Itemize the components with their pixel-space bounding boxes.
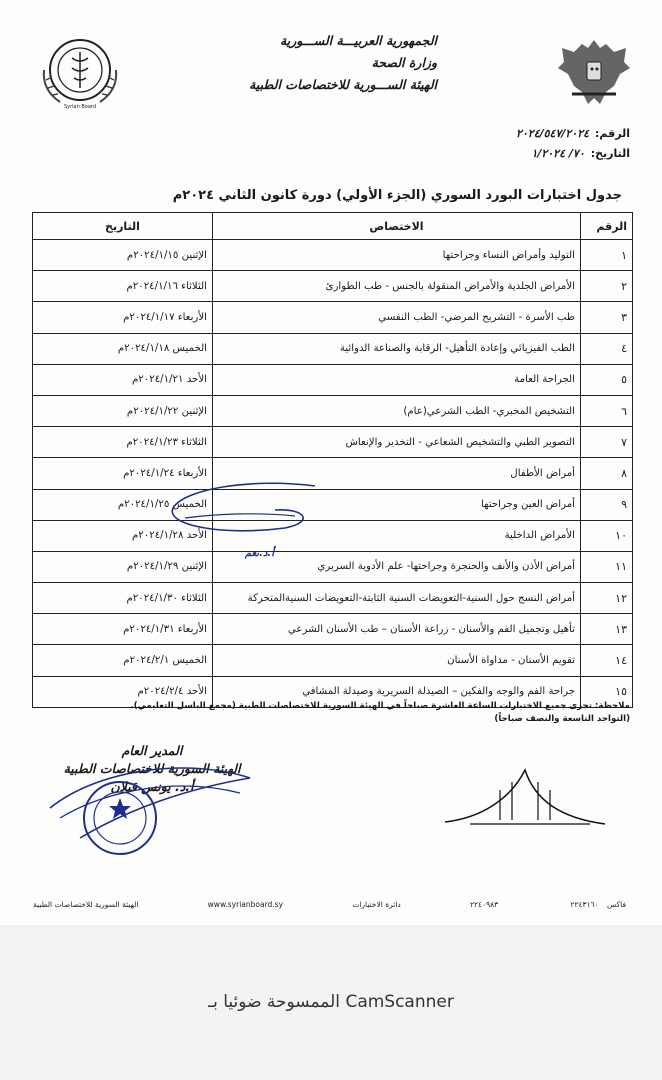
row-date: الخميس ٢٠٢٤/٢/١م bbox=[33, 645, 213, 676]
table-row bbox=[33, 302, 633, 333]
row-date: الإثنين ٢٠٢٤/١/٢٢م bbox=[33, 395, 213, 426]
table-row bbox=[33, 333, 633, 364]
table-row bbox=[33, 395, 633, 426]
eagle-emblem-icon bbox=[554, 34, 634, 112]
footer-phone: ٢٢٤٠٩٨٣ bbox=[469, 900, 499, 909]
row-date: الثلاثاء ٢٠٢٤/١/١٦م bbox=[33, 271, 213, 302]
footer-fax-group bbox=[564, 900, 632, 909]
handwritten-initials: أ.د.نعم bbox=[244, 548, 274, 559]
table-row bbox=[33, 614, 633, 645]
row-number: ٣ bbox=[581, 302, 633, 333]
row-date: الأحد ٢٠٢٤/١/٢١م bbox=[33, 364, 213, 395]
row-specialty: الطب الفيزيائي وإعادة التأهيل- الرقابة والصناعة الدوائية bbox=[213, 333, 581, 364]
row-date: الأربعاء ٢٠٢٤/١/٢٤م bbox=[33, 458, 213, 489]
exam-schedule-table bbox=[32, 212, 633, 708]
row-specialty: التصوير الطبي والتشخيص الشعاعي - التخدير والإنعاش bbox=[213, 427, 581, 458]
letterhead bbox=[237, 30, 437, 96]
table-row bbox=[33, 489, 633, 520]
row-date: الخميس ٢٠٢٤/١/١٨م bbox=[33, 333, 213, 364]
row-number: ٨ bbox=[581, 458, 633, 489]
ref-date-value: ٧٠/ ١/٢٠٢٤ bbox=[531, 147, 585, 160]
letter-footer bbox=[30, 900, 632, 909]
row-number: ١١ bbox=[581, 551, 633, 582]
row-specialty: طب الأسرة - التشريح المرضي- الطب النفسي bbox=[213, 302, 581, 333]
ref-number-value: ٢٠٢٤/٥٤٧/٢٠٢٤ bbox=[515, 127, 590, 140]
row-specialty: الأمراض الداخلية bbox=[213, 520, 581, 551]
table-row bbox=[33, 520, 633, 551]
row-specialty: أمراض العين وجراحتها bbox=[213, 489, 581, 520]
logo-text: Syrian Board bbox=[63, 104, 97, 110]
table-row bbox=[33, 458, 633, 489]
schedule-title: جدول اختبارات البورد السوري (الجزء الأولي) دورة كانون الثاني ٢٠٢٤م bbox=[172, 188, 622, 203]
camscanner-watermark: الممسوحة ضوئيا بـ CamScanner bbox=[208, 992, 454, 1012]
note-line-2: (التواجد التاسعة والنصف صباحاً) bbox=[494, 714, 630, 724]
row-date: الإثنين ٢٠٢٤/١/٢٩م bbox=[33, 551, 213, 582]
row-specialty: الأمراض الجلدية والأمراض المنقولة بالجنس - طب الطوارئ bbox=[213, 271, 581, 302]
row-number: ١٠ bbox=[581, 520, 633, 551]
table-row bbox=[33, 427, 633, 458]
header-specialty: الاختصاص bbox=[213, 213, 581, 240]
row-number: ٤ bbox=[581, 333, 633, 364]
ministry-name: وزارة الصحة bbox=[371, 55, 437, 70]
row-number: ٦ bbox=[581, 395, 633, 426]
row-specialty: التشخيص المخبري- الطب الشرعي(عام) bbox=[213, 395, 581, 426]
row-specialty: تقويم الأسنان - مداواة الأسنان bbox=[213, 645, 581, 676]
row-specialty: تأهيل وتجميل الفم والأسنان - زراعة الأسنان – طب الأسنان الشرعي bbox=[213, 614, 581, 645]
row-specialty: الجراحة العامة bbox=[213, 364, 581, 395]
table-row bbox=[33, 364, 633, 395]
director-org: الهيئة السورية للاختصاصات الطبية bbox=[63, 761, 241, 776]
footer-org: الهيئة السورية للاختصاصات الطبية bbox=[33, 900, 139, 909]
row-date: الخميس ٢٠٢٤/١/٢٥م bbox=[33, 489, 213, 520]
row-specialty: أمراض الأذن والأنف والحنجرة وجراحتها- علم الأدوية السريري bbox=[213, 551, 581, 582]
row-date: الثلاثاء ٢٠٢٤/١/٢٣م bbox=[33, 427, 213, 458]
row-number: ٢ bbox=[581, 271, 633, 302]
row-date: الإثنين ٢٠٢٤/١/١٥م bbox=[33, 240, 213, 271]
row-number: ١٥ bbox=[581, 676, 633, 707]
footer-fax: ٢٢٤٣١٦٠ bbox=[570, 900, 599, 909]
row-number: ٥ bbox=[581, 364, 633, 395]
syrian-board-logo bbox=[32, 30, 128, 112]
table-row bbox=[33, 551, 633, 582]
table-row bbox=[33, 240, 633, 271]
official-stamp-icon bbox=[40, 748, 260, 858]
director-name: أ.د. يونس قبلان bbox=[110, 779, 194, 794]
row-specialty: التوليد وأمراض النساء وجراحتها bbox=[213, 240, 581, 271]
director-title: المدير العام bbox=[121, 743, 183, 758]
table-row bbox=[33, 645, 633, 676]
row-number: ١٢ bbox=[581, 583, 633, 614]
footer-website: www.syrianboard.sy bbox=[207, 900, 284, 909]
exam-note bbox=[30, 700, 630, 726]
header-number: الرقم bbox=[581, 213, 633, 240]
ref-date-label: التاريخ: bbox=[590, 147, 630, 160]
row-number: ٧ bbox=[581, 427, 633, 458]
table-row bbox=[33, 583, 633, 614]
row-date: الأربعاء ٢٠٢٤/١/١٧م bbox=[33, 302, 213, 333]
footer-dept: دائرة الاختبارات bbox=[352, 900, 401, 909]
table-row bbox=[33, 271, 633, 302]
note-line-1: ملاحظة: تجرى جميع الاختبارات الساعة العاشرة صباحاً في الهيئة السورية للاختصاصات الطبية (مجمع الباسل التعليمي). bbox=[130, 701, 630, 711]
row-date: الأحد ٢٠٢٤/١/٢٨م bbox=[33, 520, 213, 551]
ref-number-label: الرقم: bbox=[595, 127, 630, 140]
row-number: ٩ bbox=[581, 489, 633, 520]
row-date: الأربعاء ٢٠٢٤/١/٣١م bbox=[33, 614, 213, 645]
board-name: الهيئة الســـورية للاختصاصات الطبية bbox=[249, 77, 437, 92]
row-specialty: جراحة الفم والوجه والفكين – الصيدلة السريرية وصيدلة المشافي bbox=[213, 676, 581, 707]
row-date: الثلاثاء ٢٠٢٤/١/٣٠م bbox=[33, 583, 213, 614]
row-date: الأحد ٢٠٢٤/٢/٤م bbox=[33, 676, 213, 707]
row-number: ١٣ bbox=[581, 614, 633, 645]
table-header-row bbox=[33, 213, 633, 240]
republic-name: الجمهورية العربيـــة الســـورية bbox=[280, 33, 437, 48]
signature-flourish bbox=[440, 760, 610, 830]
row-number: ١ bbox=[581, 240, 633, 271]
row-specialty: أمراض النسج حول السنية-التعويضات السنية الثابتة-التعويضات السنيةالمتحركة bbox=[213, 583, 581, 614]
row-number: ١٤ bbox=[581, 645, 633, 676]
reference-block bbox=[330, 124, 630, 164]
row-specialty: أمراض الأطفال bbox=[213, 458, 581, 489]
header-date: التاريخ bbox=[33, 213, 213, 240]
footer-fax-label: فاكس bbox=[606, 900, 626, 909]
